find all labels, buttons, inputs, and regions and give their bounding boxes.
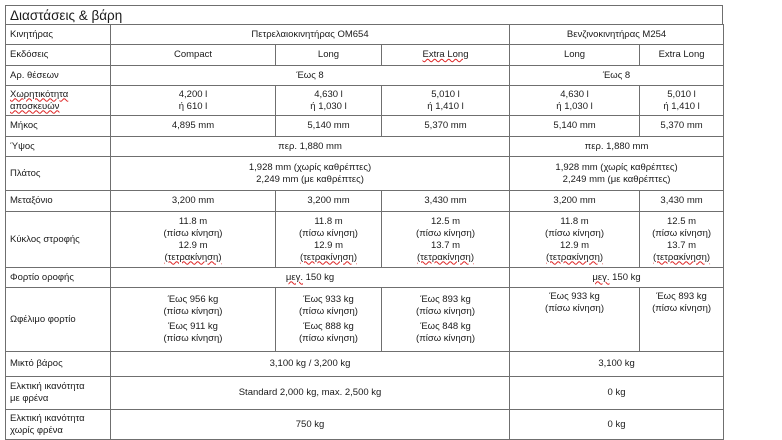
value-cell bbox=[276, 212, 382, 268]
row-label bbox=[6, 86, 111, 116]
value-line: (πίσω κίνηση) bbox=[652, 303, 712, 314]
value-prefix: μεγ. bbox=[592, 271, 610, 283]
value-cell: Έως 8 bbox=[111, 66, 510, 86]
value-line: ή 1,030 l bbox=[310, 100, 347, 112]
value-line: 2,249 mm (με καθρέπτες) bbox=[562, 173, 671, 185]
value-cell bbox=[510, 212, 640, 268]
value-cell bbox=[382, 288, 510, 352]
row-label: Φορτίο οροφής bbox=[6, 268, 111, 288]
value-cell: 5,140 mm bbox=[276, 116, 382, 137]
value-cell bbox=[111, 86, 276, 116]
value-cell bbox=[111, 157, 510, 191]
value-line: ή 610 l bbox=[178, 100, 208, 112]
row-label: Εκδόσεις bbox=[6, 45, 111, 66]
label-line: με φρένα bbox=[10, 393, 49, 404]
table-row bbox=[6, 212, 724, 268]
row-label: Ωφέλιμο φορτίο bbox=[6, 288, 111, 352]
label-line: αποσκευών bbox=[10, 100, 60, 112]
value-cell bbox=[640, 86, 724, 116]
value-cell bbox=[510, 86, 640, 116]
value-line: (τετρακίνηση) bbox=[546, 251, 604, 263]
petrol-engine-header: Βενζινοκινητήρας M254 bbox=[510, 25, 724, 45]
value-cell: περ. 1,880 mm bbox=[111, 137, 510, 157]
specs-table bbox=[5, 24, 724, 440]
value-line: 12.9 m bbox=[313, 239, 344, 251]
label-line: χωρίς φρένα bbox=[10, 424, 63, 436]
value-cell: περ. 1,880 mm bbox=[510, 137, 724, 157]
value-line: 11.8 m bbox=[314, 215, 343, 227]
value-line: (πίσω κίνηση) bbox=[545, 227, 604, 239]
value-line: 5,010 l bbox=[431, 88, 460, 100]
table-row bbox=[6, 86, 724, 116]
value-cell: Έως 8 bbox=[510, 66, 724, 86]
value-line: Έως 956 kg bbox=[167, 294, 219, 305]
value-line: (πίσω κίνηση) bbox=[416, 306, 475, 317]
value-line: Έως 893 kg bbox=[656, 291, 707, 302]
version-text: Extra Long bbox=[422, 49, 469, 60]
value-cell: 5,140 mm bbox=[510, 116, 640, 137]
value-line: 4,630 l bbox=[314, 88, 343, 100]
value-cell bbox=[510, 288, 640, 352]
version-cell bbox=[382, 45, 510, 66]
page-title: Διαστάσεις & βάρη bbox=[5, 5, 723, 24]
value-line: 12.9 m bbox=[560, 239, 590, 251]
value-line: Έως 933 kg bbox=[303, 294, 354, 305]
table-row bbox=[6, 116, 724, 137]
value-line: (πίσω κίνηση) bbox=[299, 306, 358, 317]
value-cell bbox=[640, 288, 724, 352]
value-line: 12.5 m bbox=[667, 215, 697, 227]
value-line: Έως 888 kg bbox=[303, 321, 354, 332]
value-cell bbox=[111, 268, 510, 288]
value-cell bbox=[276, 86, 382, 116]
value-line: (τετρακίνηση) bbox=[417, 251, 475, 263]
value-line: 5,010 l bbox=[667, 88, 696, 100]
value-line: (πίσω κίνηση) bbox=[299, 333, 358, 344]
value-line: (πίσω κίνηση) bbox=[416, 227, 475, 239]
version-cell: Long bbox=[510, 45, 640, 66]
row-label: Μήκος bbox=[6, 116, 111, 137]
version-cell: Compact bbox=[111, 45, 276, 66]
value-line: (πίσω κίνηση) bbox=[416, 333, 475, 344]
value-line: Έως 893 kg bbox=[420, 294, 471, 305]
value-cell: 3,200 mm bbox=[510, 191, 640, 212]
value-cell: Standard 2,000 kg, max. 2,500 kg bbox=[111, 377, 510, 410]
value-line: ή 1,030 l bbox=[556, 100, 593, 112]
value-cell bbox=[510, 268, 724, 288]
value-cell bbox=[382, 86, 510, 116]
value-cell: 5,370 mm bbox=[640, 116, 724, 137]
table-row bbox=[6, 66, 724, 86]
value-cell bbox=[640, 212, 724, 268]
value-line: Έως 933 kg bbox=[549, 291, 600, 302]
value-line: Έως 911 kg bbox=[168, 321, 218, 332]
value-cell bbox=[510, 157, 724, 191]
value-line: 12.9 m bbox=[178, 239, 208, 251]
value-line: 13.7 m bbox=[667, 239, 697, 251]
value-line: (πίσω κίνηση) bbox=[163, 306, 223, 317]
value-cell: 0 kg bbox=[510, 410, 724, 440]
label-line: Χωρητικότητα bbox=[10, 88, 69, 100]
value-cell: 3,200 mm bbox=[111, 191, 276, 212]
label-line: Ελκτική ικανότητα bbox=[10, 412, 85, 424]
value-line: ή 1,410 l bbox=[427, 100, 464, 112]
value-cell: 5,370 mm bbox=[382, 116, 510, 137]
value-line: 11.8 m bbox=[560, 215, 589, 227]
version-cell: Long bbox=[276, 45, 382, 66]
row-label: Αρ. θέσεων bbox=[6, 66, 111, 86]
value-cell: 4,895 mm bbox=[111, 116, 276, 137]
value-line: (πίσω κίνηση) bbox=[163, 227, 223, 239]
value-cell: 0 kg bbox=[510, 377, 724, 410]
value-line: ή 1,410 l bbox=[663, 100, 700, 112]
value-line: (τετρακίνηση) bbox=[164, 251, 222, 263]
value-cell bbox=[111, 288, 276, 352]
value-cell: 3,430 mm bbox=[382, 191, 510, 212]
table-row bbox=[6, 157, 724, 191]
value-cell: 3,430 mm bbox=[640, 191, 724, 212]
value-cell bbox=[111, 212, 276, 268]
value-line: (τετρακίνηση) bbox=[653, 251, 711, 263]
value-line: (τετρακίνηση) bbox=[299, 251, 357, 263]
value-line: 4,200 l bbox=[178, 88, 208, 100]
row-label: Ύψος bbox=[6, 137, 111, 157]
table-row bbox=[6, 377, 724, 410]
value-cell: 3,100 kg bbox=[510, 352, 724, 377]
table-row bbox=[6, 288, 724, 352]
table-row bbox=[6, 268, 724, 288]
table-row bbox=[6, 352, 724, 377]
row-label bbox=[6, 377, 111, 410]
table-row bbox=[6, 191, 724, 212]
value-line: (πίσω κίνηση) bbox=[545, 303, 604, 314]
value-line: 11.8 m bbox=[178, 215, 208, 227]
table-row bbox=[6, 45, 724, 66]
value-line: 4,630 l bbox=[560, 88, 589, 100]
value-cell: 3,200 mm bbox=[276, 191, 382, 212]
row-label: Κύκλος στροφής bbox=[6, 212, 111, 268]
value-line: Έως 848 kg bbox=[420, 321, 471, 332]
table-row bbox=[6, 25, 724, 45]
label-line: Ελκτική ικανότητα bbox=[10, 381, 85, 392]
value-line: (πίσω κίνηση) bbox=[652, 227, 712, 239]
value-line: 13.7 m bbox=[430, 239, 461, 251]
version-cell: Extra Long bbox=[640, 45, 724, 66]
value-line: 12.5 m bbox=[430, 215, 461, 227]
row-label: Πλάτος bbox=[6, 157, 111, 191]
row-label: Κινητήρας bbox=[6, 25, 111, 45]
row-label: Μεταξόνιο bbox=[6, 191, 111, 212]
diesel-engine-header: Πετρελαιοκινητήρας OM654 bbox=[111, 25, 510, 45]
value-cell: 750 kg bbox=[111, 410, 510, 440]
value-prefix: μεγ. bbox=[285, 271, 303, 283]
value-line: (πίσω κίνηση) bbox=[299, 227, 358, 239]
value-cell bbox=[382, 212, 510, 268]
value-line: 1,928 mm (χωρίς καθρέπτες) bbox=[248, 161, 372, 173]
table-row bbox=[6, 410, 724, 440]
value-cell bbox=[276, 288, 382, 352]
value-line: 1,928 mm (χωρίς καθρέπτες) bbox=[555, 161, 678, 173]
value-line: (πίσω κίνηση) bbox=[163, 333, 223, 344]
value-line: 2,249 mm (με καθρέπτες) bbox=[256, 173, 364, 185]
row-label: Μικτό βάρος bbox=[6, 352, 111, 377]
value-cell: 3,100 kg / 3,200 kg bbox=[111, 352, 510, 377]
row-label bbox=[6, 410, 111, 440]
value-text: 150 kg bbox=[612, 271, 641, 283]
value-text: 150 kg bbox=[305, 271, 335, 283]
table-row bbox=[6, 137, 724, 157]
